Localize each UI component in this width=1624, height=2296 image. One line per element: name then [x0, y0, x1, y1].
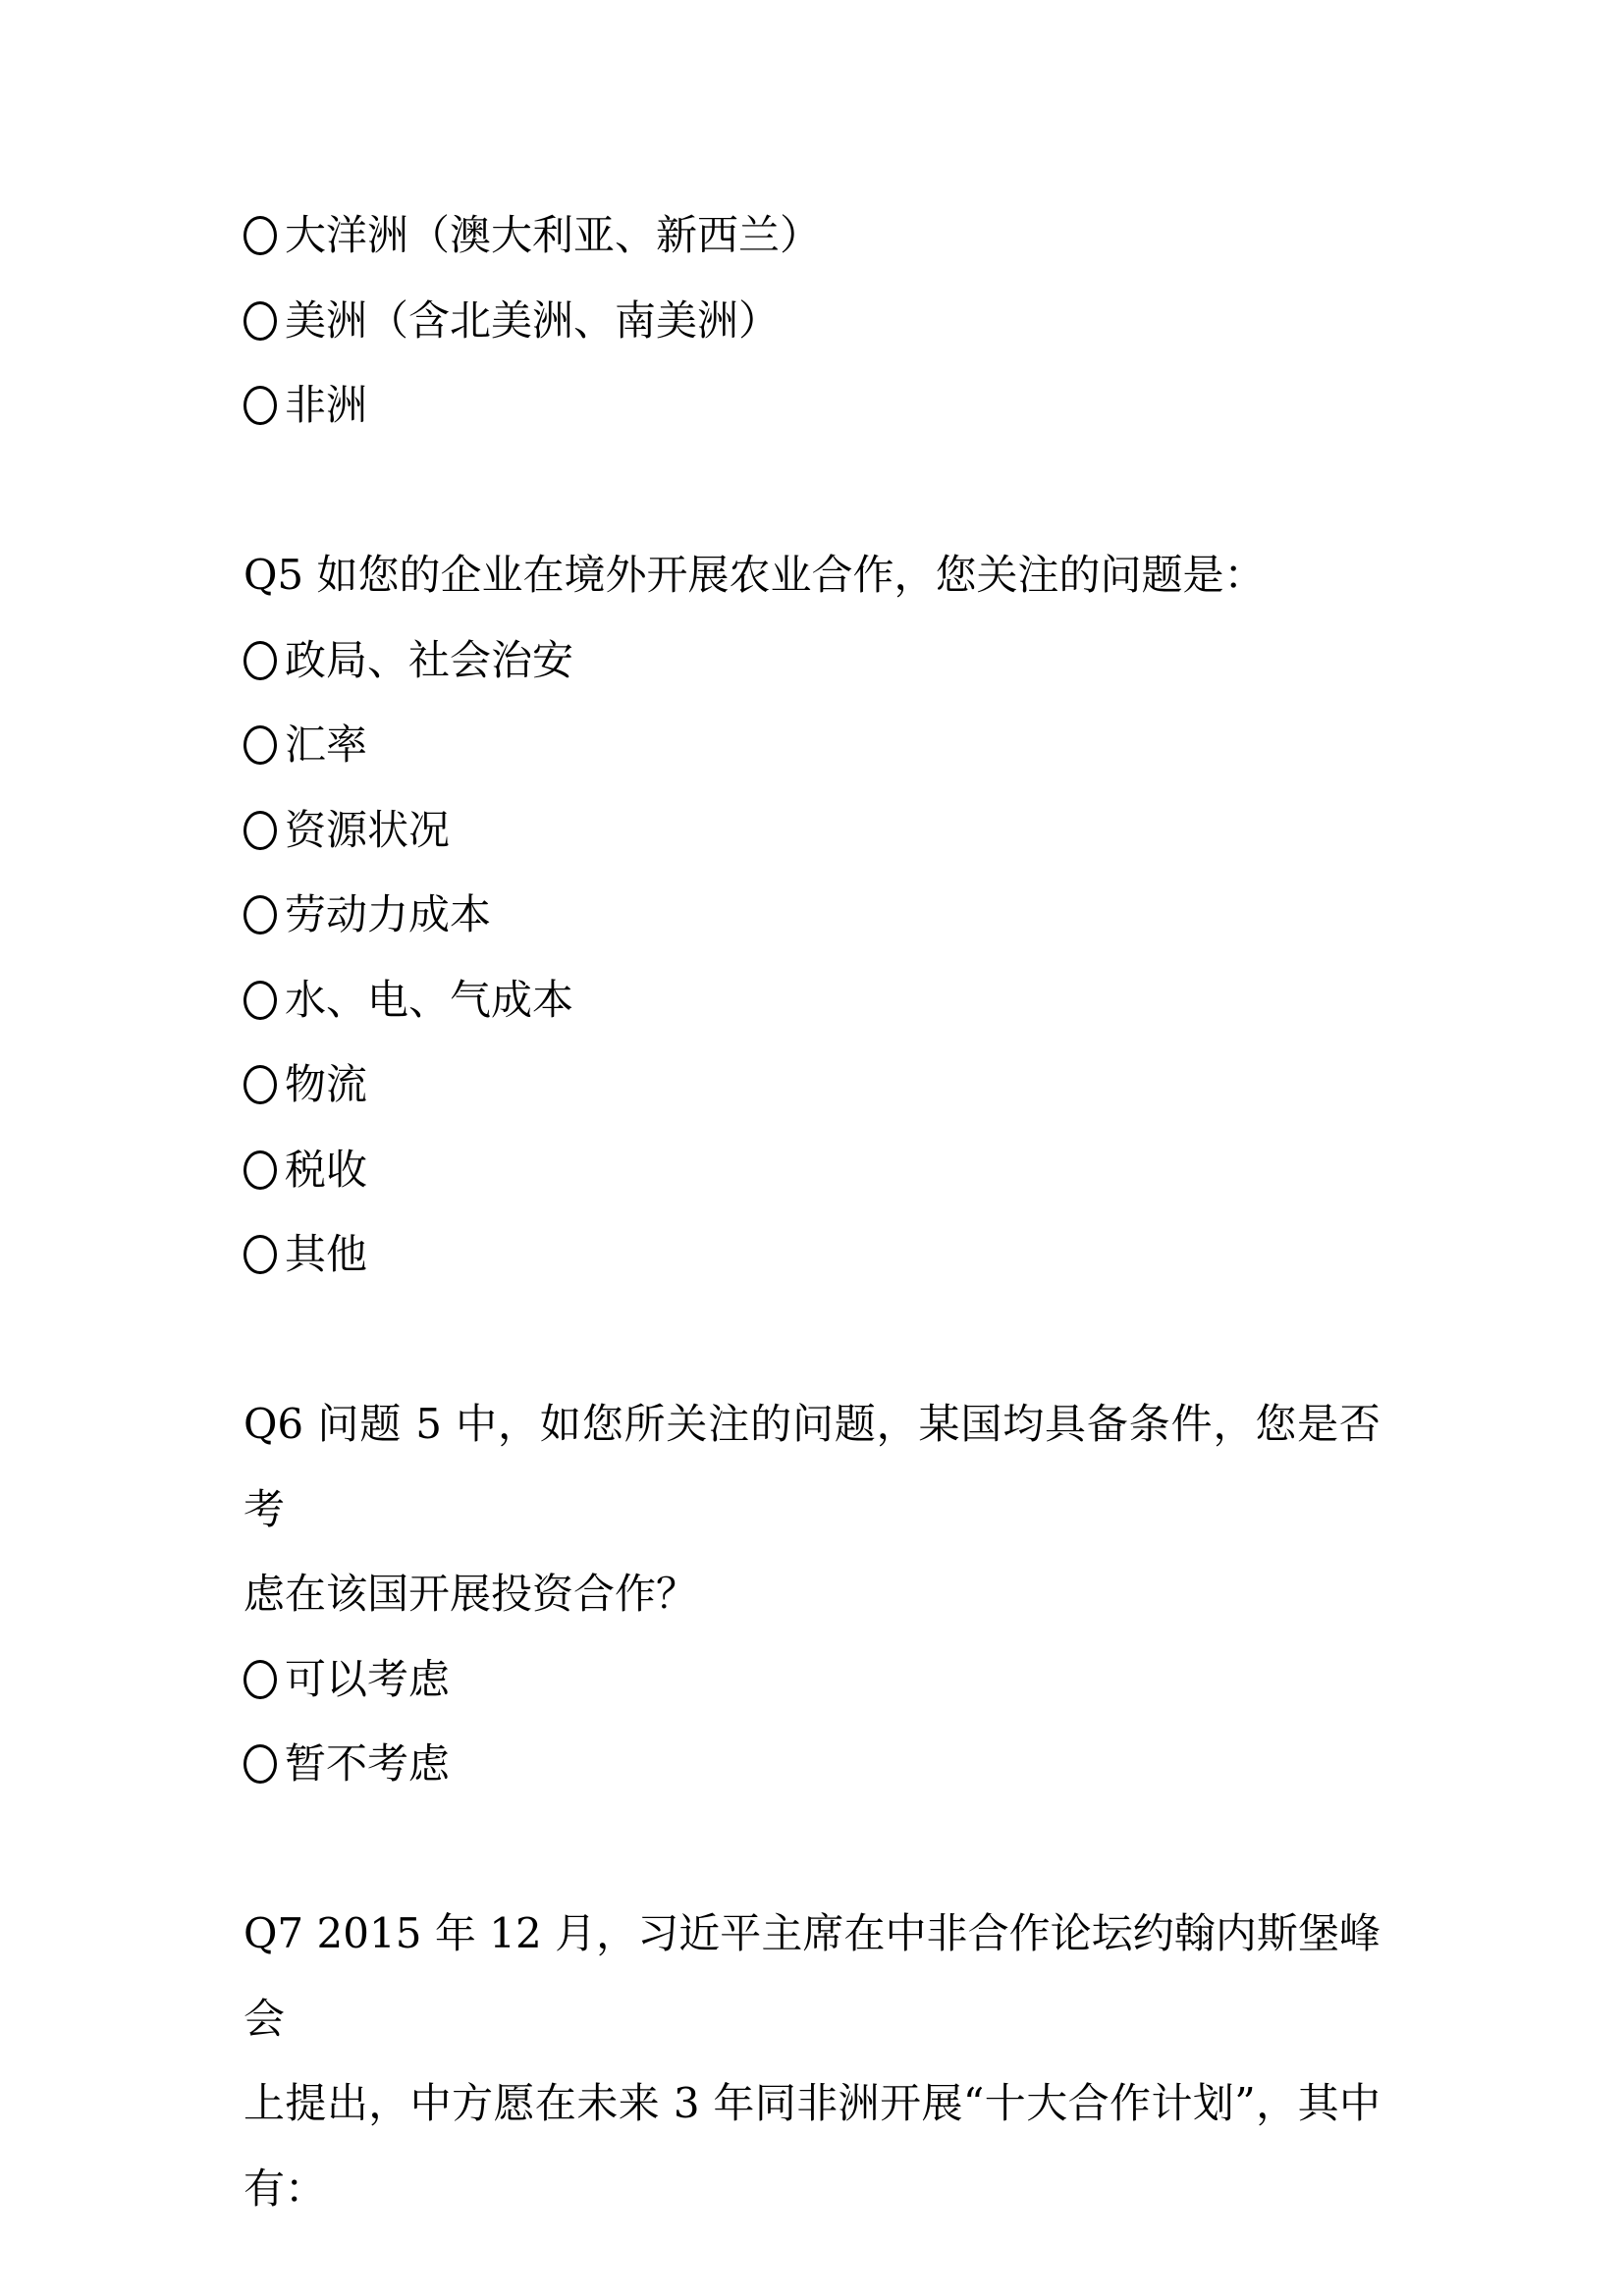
question-q7-line1: Q7 2015 年 12 月，习近平主席在中非合作论坛约翰内斯堡峰会: [244, 1909, 1380, 2043]
question-q5-title: Q5 如您的企业在境外开展农业合作，您关注的问题是：: [244, 551, 1266, 599]
option-label: 大洋洲（澳大利亚、新西兰）: [285, 211, 822, 259]
survey-content: [244, 193, 1380, 2231]
option-other[interactable]: [244, 1212, 1380, 1298]
radio-icon[interactable]: [244, 641, 277, 680]
option-tax[interactable]: [244, 1128, 1380, 1213]
option-logistics[interactable]: [244, 1042, 1380, 1128]
question-block-q4-options: [244, 193, 1380, 449]
option-resources[interactable]: [244, 788, 1380, 874]
radio-icon[interactable]: [244, 1660, 277, 1699]
question-q6-line1: Q6 问题 5 中，如您所关注的问题，某国均具备条件，您是否考: [244, 1400, 1380, 1533]
question-q7-line2: 上提出，中方愿在未来 3 年同非洲开展“十大合作计划”，其中: [244, 2079, 1380, 2127]
radio-icon[interactable]: [244, 386, 277, 425]
option-label: 其他: [285, 1230, 368, 1278]
radio-icon[interactable]: [244, 1744, 277, 1784]
option-not-consider[interactable]: [244, 1722, 1380, 1807]
option-label: 汇率: [285, 721, 368, 769]
radio-icon[interactable]: [244, 811, 277, 850]
option-political-security[interactable]: [244, 618, 1380, 704]
option-label: 美洲（含北美洲、南美洲）: [285, 295, 781, 345]
option-utilities-cost[interactable]: [244, 958, 1380, 1043]
question-block-q5: [244, 533, 1380, 1298]
option-label: 税收: [285, 1145, 368, 1194]
option-label: 政局、社会治安: [285, 635, 574, 684]
option-label: 劳动力成本: [285, 890, 492, 938]
option-label: 物流: [285, 1060, 368, 1108]
option-label: 暂不考虑: [285, 1739, 451, 1788]
option-label: 水、电、气成本: [285, 975, 574, 1024]
radio-icon[interactable]: [244, 1065, 277, 1104]
radio-icon[interactable]: [244, 216, 277, 255]
radio-icon[interactable]: [244, 1235, 277, 1274]
option-label: 非洲: [285, 381, 368, 429]
question-q6-line2: 虑在该国开展投资合作？: [244, 1570, 698, 1618]
radio-icon[interactable]: [244, 725, 277, 765]
option-labor-cost[interactable]: [244, 873, 1380, 958]
radio-icon[interactable]: [244, 1150, 277, 1190]
option-africa[interactable]: [244, 363, 1380, 449]
question-block-q6: [244, 1382, 1380, 1807]
option-label: 可以考虑: [285, 1654, 451, 1703]
question-q7-line3: 有：: [244, 2163, 327, 2213]
radio-icon[interactable]: [244, 301, 277, 341]
option-oceania[interactable]: [244, 193, 1380, 279]
option-americas[interactable]: [244, 279, 1380, 364]
option-label: 资源状况: [285, 805, 451, 854]
option-exchange-rate[interactable]: [244, 703, 1380, 788]
option-can-consider[interactable]: [244, 1637, 1380, 1723]
question-block-q7: [244, 1892, 1380, 2231]
radio-icon[interactable]: [244, 981, 277, 1020]
radio-icon[interactable]: [244, 895, 277, 934]
